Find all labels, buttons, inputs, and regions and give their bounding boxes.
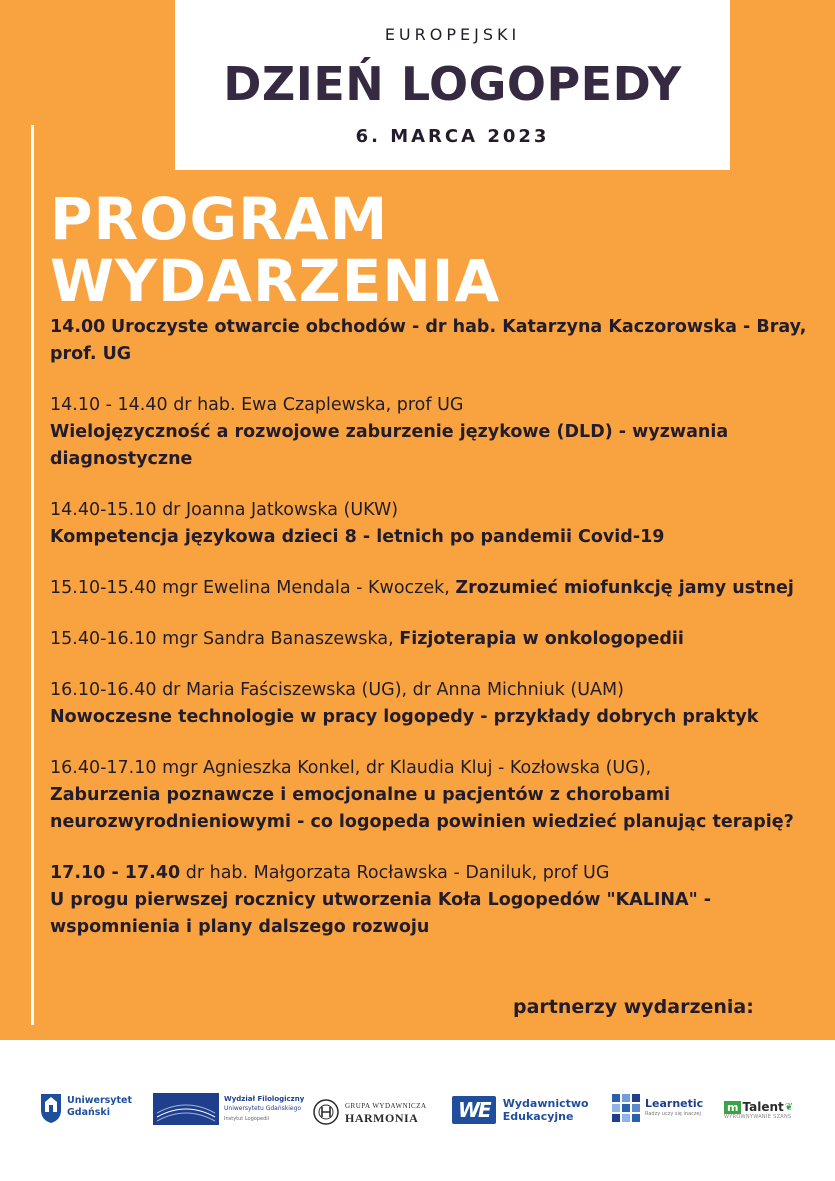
learnetic-logo-name: Learnetic	[645, 1097, 704, 1110]
ug-crest-icon	[40, 1090, 62, 1124]
wf-logo	[153, 1093, 304, 1125]
program-title	[50, 185, 501, 315]
wf-logo-line1: Wydział Filologiczny	[224, 1095, 305, 1103]
decorative-vertical-line	[31, 125, 34, 1025]
program-item-speaker: 15.10-15.40 mgr Ewelina Mendala - Kwoczek,	[50, 578, 450, 598]
program-item-6	[50, 677, 835, 731]
harmonia-logo	[312, 1098, 427, 1126]
harmonia-logo-line2: HARMONIA	[345, 1111, 419, 1125]
wf-book-icon	[153, 1093, 219, 1125]
we-logo-line2: Edukacyjne	[502, 1110, 574, 1123]
mtalent-logo-tagline: WYRÓWNYWANIE SZANS	[724, 1114, 792, 1120]
program-item-speaker: 14.10 - 14.40 dr hab. Ewa Czaplewska, prof UG	[50, 395, 464, 415]
mtalent-logo-m: m	[724, 1101, 741, 1114]
program-title-line1: PROGRAM	[50, 185, 389, 253]
we-logo-line1: Wydawnictwo	[502, 1097, 589, 1110]
ug-logo-line2: Gdański	[67, 1107, 111, 1118]
wf-logo-line2: Uniwersytetu Gdańskiego	[224, 1105, 302, 1112]
program-item-1	[50, 314, 835, 368]
program-item-4	[50, 575, 835, 602]
program-item-topic: Fizjoterapia w onkologopedii	[399, 629, 684, 649]
program-item-speaker: 16.10-16.40 dr Maria Faściszewska (UG), dr Anna Michniuk (UAM)	[50, 680, 624, 700]
header-date: 6. MARCA 2023	[355, 126, 550, 147]
program-item-2	[50, 392, 835, 473]
program-item-8	[50, 860, 835, 941]
learnetic-pixel-icon	[612, 1094, 642, 1124]
program-item-speaker: 16.40-17.10 mgr Agnieszka Konkel, dr Klaudia Kluj - Kozłowska (UG),	[50, 758, 652, 778]
header-pretitle: EUROPEJSKI	[384, 25, 521, 44]
program-title-line2: WYDARZENIA	[50, 247, 501, 315]
harmonia-logo-line1: GRUPA WYDAWNICZA	[345, 1102, 427, 1110]
program-item-3	[50, 497, 835, 551]
program-item-topic: Zrozumieć miofunkcję jamy ustnej	[455, 578, 794, 598]
we-logo	[452, 1096, 589, 1124]
program-list	[50, 314, 835, 965]
program-item-speaker: dr hab. Małgorzata Rocławska - Daniluk, prof UG	[185, 863, 610, 883]
program-item-topic: Wielojęzyczność a rozwojowe zaburzenie językowe (DLD) - wyzwania diagnostyczne	[50, 422, 729, 469]
partners-label: partnerzy wydarzenia:	[513, 996, 754, 1018]
mtalent-logo-name: Talent	[742, 1100, 784, 1114]
program-item-7	[50, 755, 835, 836]
program-item-topic: Kompetencja językowa dzieci 8 - letnich po pandemii Covid-19	[50, 527, 665, 547]
program-item-time: 17.10 - 17.40	[50, 863, 181, 883]
program-item-topic: U progu pierwszej rocznicy utworzenia Koła Logopedów "KALINA" - wspomnienia i plany dalszego rozwoju	[50, 890, 712, 937]
mtalent-sprout-icon: ❦	[784, 1101, 794, 1113]
header-box	[175, 0, 730, 170]
program-item-5	[50, 626, 835, 653]
program-item-text: Uroczyste otwarcie obchodów - dr hab. Katarzyna Kaczorowska - Bray, prof. UG	[50, 317, 807, 364]
ug-logo	[40, 1090, 132, 1124]
program-item-speaker: 15.40-16.10 mgr Sandra Banaszewska,	[50, 629, 394, 649]
header-title: DZIEŃ LOGOPEDY	[223, 57, 682, 111]
wf-logo-line3: Instytut Logopedii	[224, 1116, 270, 1122]
learnetic-logo	[612, 1094, 703, 1124]
we-logo-mark: WE	[452, 1096, 496, 1124]
learnetic-logo-tagline: Radzy uczy się inaczej	[645, 1111, 701, 1117]
program-item-speaker: 14.40-15.10 dr Joanna Jatkowska (UKW)	[50, 500, 399, 520]
program-item-topic: Zaburzenia poznawcze i emocjonalne u pacjentów z chorobami neurozwyrodnieniowymi - co logopeda powinien wiedzieć planując terapię?	[50, 785, 794, 832]
program-item-time: 14.00	[50, 317, 106, 337]
program-item-topic: Nowoczesne technologie w pracy logopedy - przykłady dobrych praktyk	[50, 707, 759, 727]
harmonia-emblem-icon	[312, 1098, 340, 1126]
ug-logo-line1: Uniwersytet	[67, 1095, 133, 1106]
mtalent-logo	[724, 1100, 793, 1120]
